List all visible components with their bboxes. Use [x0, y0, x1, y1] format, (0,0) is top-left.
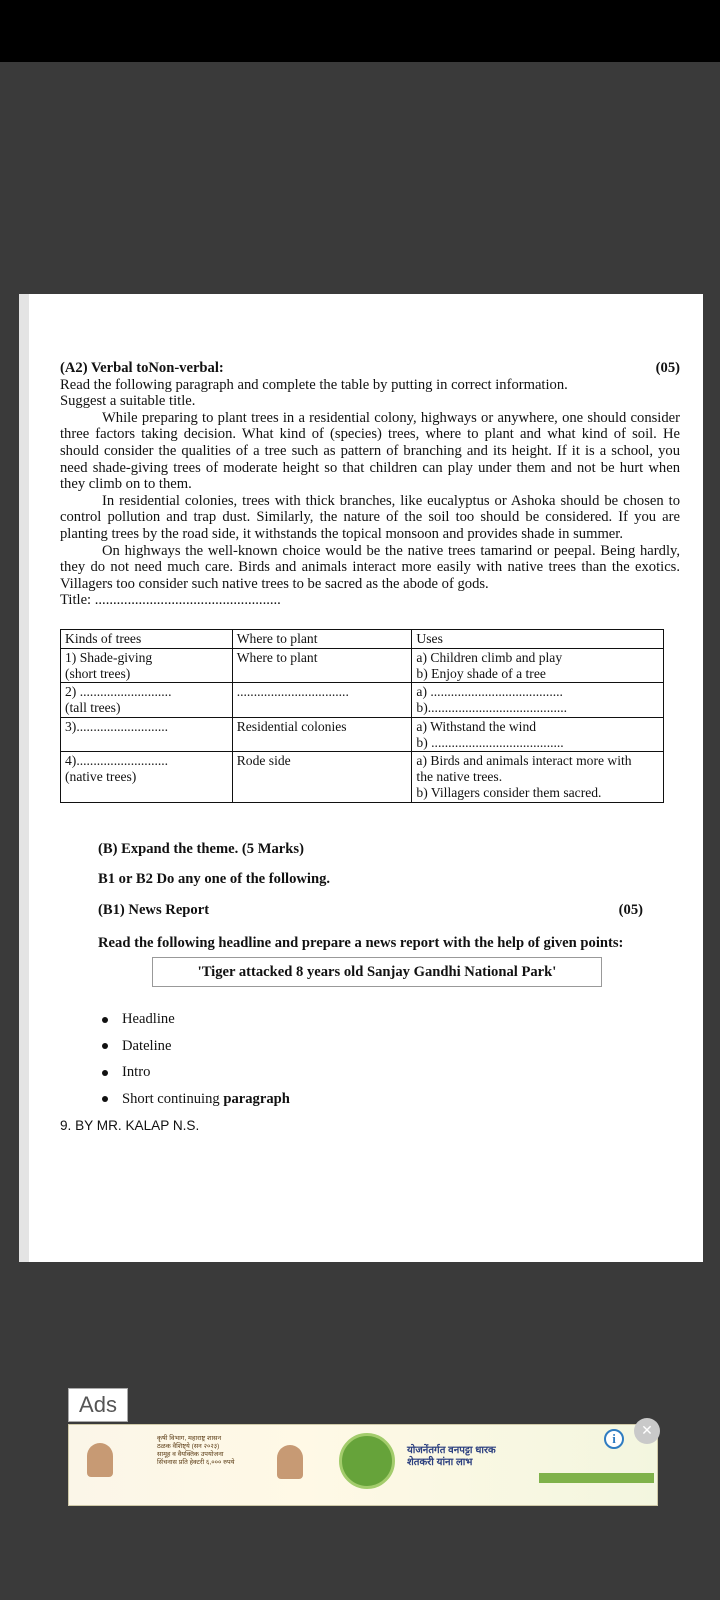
news-points-list	[102, 1011, 680, 1107]
table-cell-kind	[61, 683, 233, 718]
table-cell-uses	[412, 683, 664, 718]
cell-line: 4)...........................	[65, 753, 169, 769]
status-bar	[0, 0, 720, 62]
cell-line: a) .......................................	[416, 684, 563, 700]
cell-line: b) .......................................	[416, 734, 564, 750]
section-b-choice: B1 or B2 Do any one of the following.	[98, 871, 331, 888]
b1-marks: (05)	[618, 902, 643, 919]
table-row	[61, 752, 664, 802]
table-row	[61, 683, 664, 718]
cell-line: (short trees)	[65, 665, 131, 681]
table-cell-where	[232, 717, 412, 752]
a2-heading-row	[60, 360, 680, 377]
ad-text-line: कृषी विभाग, महाराष्ट्र शासन	[157, 1435, 222, 1442]
cell-line: 2) ...........................	[65, 684, 172, 700]
table-header-cell: Uses	[412, 629, 664, 648]
cell-line: (native trees)	[65, 769, 137, 785]
table-cell-where	[232, 648, 412, 683]
point-text-bold: paragraph	[223, 1091, 290, 1108]
list-item	[102, 1038, 680, 1055]
table-cell-kind	[61, 648, 233, 683]
b1-instruction: Read the following headline and prepare a news report with the help of given points:	[98, 934, 624, 951]
list-item	[102, 1091, 680, 1108]
cell-line: b) Villagers consider them sacred.	[416, 785, 602, 801]
bullet-icon	[102, 1096, 108, 1102]
table-row	[61, 648, 664, 683]
cell-line: b) Enjoy shade of a tree	[416, 665, 546, 681]
cell-line: a) Children climb and play	[416, 649, 563, 665]
author-line: 9. BY MR. KALAP N.S.	[60, 1117, 200, 1133]
portrait-image	[87, 1443, 113, 1477]
section-b-heading: (B) Expand the theme. (5 Marks)	[98, 840, 304, 857]
cell-line: (tall trees)	[65, 700, 121, 716]
table-header-cell: Where to plant	[232, 629, 412, 648]
point-text: Dateline	[122, 1037, 172, 1054]
table-cell-uses	[412, 648, 664, 683]
point-text: Headline	[122, 1011, 175, 1028]
table-cell-where	[232, 752, 412, 802]
a2-instruction-1: Read the following paragraph and complete the table by putting in correct information.	[60, 376, 568, 393]
ad-close-icon[interactable]: ✕	[634, 1418, 660, 1444]
b1-heading: (B1) News Report	[98, 902, 210, 919]
cell-line: a) Withstand the wind	[416, 718, 537, 734]
a2-heading: (A2) Verbal toNon-verbal:	[60, 360, 224, 376]
table-cell-kind	[61, 752, 233, 802]
ad-photo-strip	[539, 1473, 654, 1483]
cell-line: .................................	[236, 684, 349, 700]
ad-info-icon[interactable]: i	[604, 1429, 624, 1449]
table-cell-uses	[412, 717, 664, 752]
point-text: Short continuing	[122, 1091, 220, 1108]
portrait-image	[277, 1445, 303, 1479]
ads-label: Ads	[68, 1388, 128, 1422]
a2-paragraph-1: While preparing to plant trees in a residential colony, highways or anywhere, one should consider three factors taking decision. What kind of (species) trees, where to plant and what kind of soil. He should consider the qualities of a tree such as pattern of branching and its height. If it is a school, you need shade-giving trees of moderate height so that children can play under them and not be hurt when they climb on to them.	[60, 409, 680, 493]
ad-left-text	[157, 1435, 235, 1467]
trees-table	[60, 629, 664, 803]
table-cell-kind	[61, 717, 233, 752]
cell-line: Where to plant	[236, 649, 318, 665]
cell-line: Residential colonies	[236, 718, 347, 734]
ad-headline	[407, 1445, 496, 1469]
table-row	[61, 717, 664, 752]
a2-paragraph-2: In residential colonies, trees with thick branches, like eucalyptus or Ashoka should be chosen to control pollution and trap dust. Similarly, the nature of the soil too should be considered. If you are planting trees by the road side, it withstands the topical monsoon and provides shade in summer.	[60, 492, 680, 542]
bullet-icon	[102, 1017, 108, 1023]
a2-marks: (05)	[655, 360, 680, 376]
cell-line: 1) Shade-giving	[65, 649, 153, 665]
ad-text-line: ठळक वैशिष्ट्ये (सन २०२३)	[157, 1443, 220, 1450]
table-cell-where	[232, 683, 412, 718]
table-header-row	[61, 629, 664, 648]
table-header-cell: Kinds of trees	[61, 629, 233, 648]
bullet-icon	[102, 1070, 108, 1076]
farmer-photo-icon	[339, 1433, 395, 1489]
ad-text-line: सामूह व वैयक्तिक उपयोजना	[157, 1451, 224, 1458]
bullet-icon	[102, 1043, 108, 1049]
list-item	[102, 1011, 680, 1028]
document-content-frame	[19, 294, 703, 1262]
cell-line: Rode side	[236, 753, 291, 769]
ad-text-line: सिंचनास प्रति हेक्टरी ६,००० रुपये	[157, 1459, 235, 1466]
b1-heading-row	[98, 902, 643, 919]
ad-headline-line: योजनेंतर्गत वनपट्टा धारक	[407, 1445, 496, 1456]
news-headline-box: 'Tiger attacked 8 years old Sanjay Gandhi National Park'	[152, 957, 602, 988]
cell-line: 3)...........................	[65, 718, 169, 734]
cell-line: the native trees.	[416, 769, 503, 785]
table-cell-uses	[412, 752, 664, 802]
document-content	[60, 360, 680, 1134]
a2-instruction-2: Suggest a suitable title.	[60, 393, 196, 410]
cell-line: b).........................................	[416, 700, 568, 716]
a2-title-line: Title: ...................................................	[60, 592, 281, 609]
point-text: Intro	[122, 1064, 151, 1081]
cell-line: a) Birds and animals interact more with	[416, 753, 632, 769]
ad-banner[interactable]	[68, 1424, 658, 1506]
a2-paragraph-3: On highways the well-known choice would be the native trees tamarind or peepal. Being hardly, they do not need much care. Birds and animals interact more easily with native trees than the exotics. Villagers too consider such native trees to be sacred as the abode of gods.	[60, 542, 680, 592]
list-item	[102, 1064, 680, 1081]
ad-headline-line: शेतकरी यांना लाभ	[407, 1457, 473, 1468]
section-b	[98, 841, 680, 1108]
